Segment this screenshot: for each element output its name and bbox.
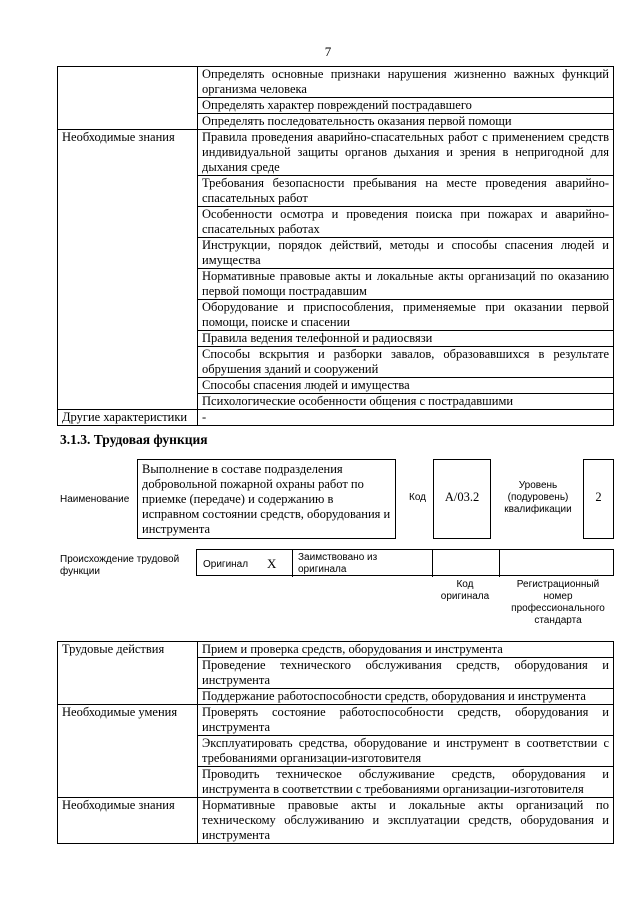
level-value: 2 [595,490,602,504]
code-label: Код [409,492,427,503]
table-row: Особенности осмотра и проведения поиска при пожарах и аварийно-спасательных работах [198,207,614,238]
table-row: Нормативные правовые акты и локальные акты организаций по оказанию первой помощи пострадавшим [198,269,614,300]
borrowed-label: Заимствовано из оригинала [298,552,378,575]
table-row: Способы вскрытия и разборки завалов, образовавшихся в результате обрушения зданий и сооружений [198,347,614,378]
other-characteristics-value: - [198,410,614,426]
name-label: Наименование [60,494,130,505]
original-label: Оригинал [203,559,249,570]
table-row: Способы спасения людей и имущества [198,378,614,394]
section-title: 3.1.3. Трудовая функция [60,432,208,447]
table-row: Поддержание работоспособности средств, оборудования и инструмента [198,689,614,705]
other-characteristics-label: Другие характеристики [58,410,198,426]
table-row: Инструкции, порядок действий, методы и способы спасения людей и имущества [198,238,614,269]
table-row: Психологические особенности общения с пострадавшими [198,394,614,410]
level-label: Уровень (подуровень) квалификации [504,480,572,515]
top-requirements-table [57,66,614,426]
table-row: Определять характер повреждений пострадавшего [198,98,614,114]
table-row: Проведение технического обслуживания средств, оборудования и инструмента [198,658,614,689]
table-row: Прием и проверка средств, оборудования и инструмента [198,642,614,658]
table-row: Правила проведения аварийно-спасательных работ с применением средств индивидуальной защиты органов дыхания и зрения в непригодной для дыхания среде [198,130,614,176]
divider [292,550,293,577]
table-row: Правила ведения телефонной и радиосвязи [198,331,614,347]
code-box [433,459,491,539]
table-row: Требования безопасности пребывания на месте проведения аварийно-спасательных работ [198,176,614,207]
divider [499,550,500,577]
table-row: Определять основные признаки нарушения жизненно важных функций организма человека [198,67,614,98]
actions-label: Трудовые действия [58,642,198,705]
level-box [583,459,614,539]
table-row: Определять последовательность оказания первой помощи [198,114,614,130]
table-row: Оборудование и приспособления, применяемые при оказании первой помощи, поиске и спасении [198,300,614,331]
divider [432,550,433,577]
origin-label: Происхождение трудовой функции [60,554,180,577]
origin-code-caption: Код оригинала [440,579,490,602]
original-mark: X [267,556,277,571]
table-row: Эксплуатировать средства, оборудование и инструмент в соответствии с требованиями организации-изготовителя [198,736,614,767]
table-row: Нормативные правовые акты и локальные акты организаций по техническому обслуживанию и эксплуатации средств, оборудования и инструмента [198,798,614,844]
page-number: 7 [324,44,332,59]
function-name-box: Выполнение в составе подразделения добровольной пожарной охраны работ по приемке (передаче) и содержанию в исправном состоянии средств, оборудования и инструмента [137,459,396,539]
table-row: Проверять состояние работоспособности средств, оборудования и инструмента [198,705,614,736]
registration-number-caption: Регистрационный номер профессионального стандарта [511,579,605,626]
bottom-function-table [57,641,614,844]
knowledge-label: Необходимые знания [58,798,198,844]
knowledge-label: Необходимые знания [58,130,198,410]
empty-label-cell [58,67,198,130]
table-row: Проводить техническое обслуживание средств, оборудования и инструмента в соответствии с требованиями организации-изготовителя [198,767,614,798]
skills-label: Необходимые умения [58,705,198,798]
origin-row [196,549,614,576]
code-value: А/03.2 [444,490,480,504]
